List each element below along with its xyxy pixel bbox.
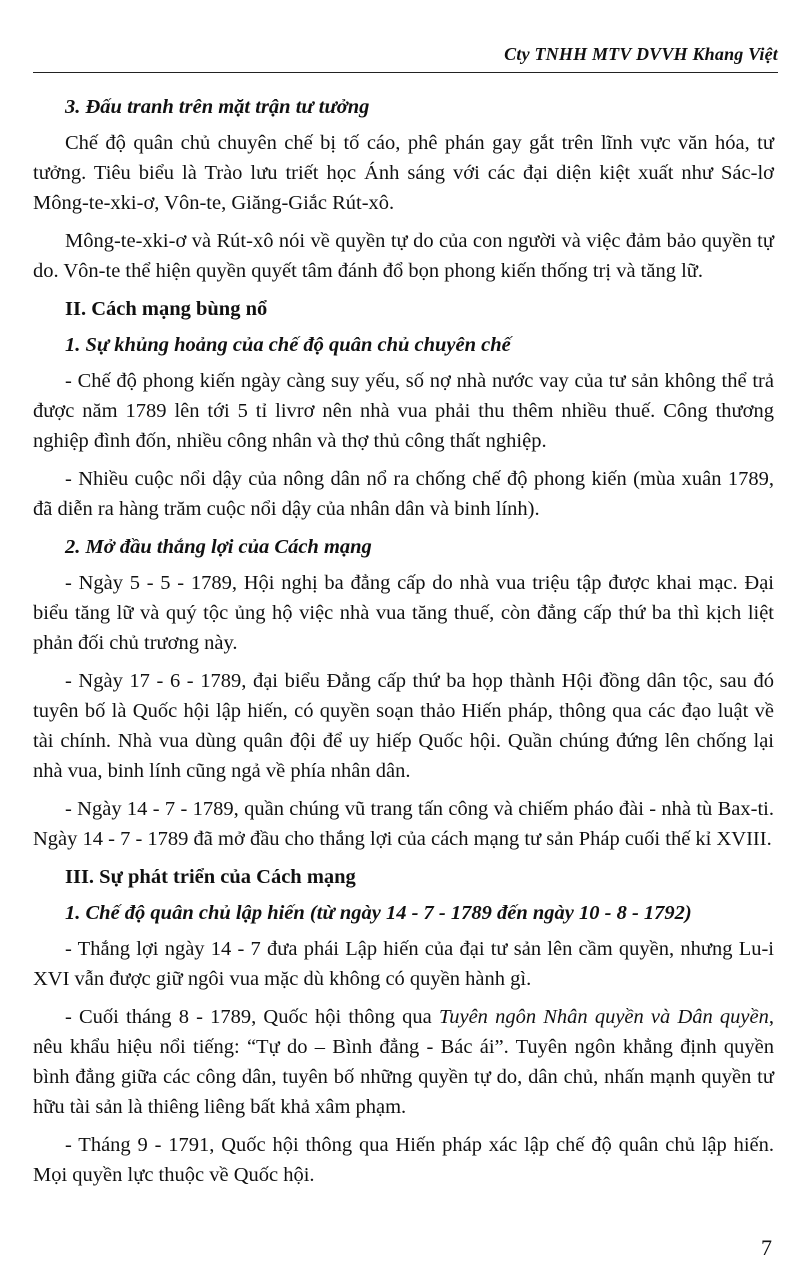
bullet-paragraph: - Chế độ phong kiến ngày càng suy yếu, số nợ nhà nước vay của tư sản không thể trả được năm 1789 lên tới 5 tỉ livrơ nên nhà vua phải thu thêm nhiều thuế. Công thương nghiệp đình đốn, nhiều công nhân và thợ thủ công thất nghiệp.	[33, 370, 774, 452]
chapter-heading-II: II. Cách mạng bùng nổ	[65, 298, 268, 320]
section-heading-II-1: 1. Sự khủng hoảng của chế độ quân chủ chuyên chế	[65, 334, 511, 356]
paragraph: Chế độ quân chủ chuyên chế bị tố cáo, phê phán gay gắt trên lĩnh vực văn hóa, tư tưởng. Tiêu biểu là Trào lưu triết học Ánh sáng với các đại diện kiệt xuất như Sác-lơ Mông-te-xki-ơ, Vôn-te, Giăng-Giắc Rút-xô.	[33, 132, 774, 214]
document-title-italic: Tuyên ngôn Nhân quyền và Dân quyền	[438, 1006, 769, 1028]
section-heading-3: 3. Đấu tranh trên mặt trận tư tưởng	[65, 96, 370, 118]
section-heading-II-2: 2. Mở đầu thắng lợi của Cách mạng	[65, 536, 372, 558]
chapter-heading-III: III. Sự phát triển của Cách mạng	[65, 866, 356, 888]
bullet-paragraph: - Thắng lợi ngày 14 - 7 đưa phái Lập hiến của đại tư sản lên cầm quyền, nhưng Lu-i XVI vẫn được giữ ngôi vua mặc dù không có quyền hành gì.	[33, 938, 774, 990]
page-number: 7	[761, 1235, 772, 1260]
publisher-name: Cty TNHH MTV DVVH Khang Việt	[504, 44, 778, 64]
bullet-paragraph: - Ngày 14 - 7 - 1789, quần chúng vũ trang tấn công và chiếm pháo đài - nhà tù Bax-ti. Ngày 14 - 7 - 1789 đã mở đầu cho thắng lợi của cách mạng tư sản Pháp cuối thế kỉ XVIII.	[33, 798, 774, 850]
text-run: - Cuối tháng 8 - 1789, Quốc hội thông qua	[65, 1006, 439, 1028]
paragraph: Mông-te-xki-ơ và Rút-xô nói về quyền tự do của con người và việc đảm bảo quyền tự do. Vôn-te thể hiện quyền quyết tâm đánh đổ bọn phong kiến thống trị và tăng lữ.	[33, 230, 774, 282]
running-header	[33, 44, 778, 73]
bullet-paragraph: - Tháng 9 - 1791, Quốc hội thông qua Hiến pháp xác lập chế độ quân chủ lập hiến. Mọi quyền lực thuộc về Quốc hội.	[33, 1134, 774, 1186]
text-run: , nêu khẩu hiệu nổi tiếng: “Tự do – Bình đẳng - Bác ái”. Tuyên ngôn khẳng định quyền bình đẳng giữa các công dân, tuyên bố những quyền tự do, dân chủ, nhấn mạnh quyền tư hữu tài sản là thiêng liêng bất khả xâm phạm.	[33, 1006, 774, 1118]
page-body	[33, 90, 774, 1198]
section-heading-III-1: 1. Chế độ quân chủ lập hiến (từ ngày 14 - 7 - 1789 đến ngày 10 - 8 - 1792)	[65, 902, 692, 924]
bullet-paragraph: - Ngày 5 - 5 - 1789, Hội nghị ba đẳng cấp do nhà vua triệu tập được khai mạc. Đại biểu tăng lữ và quý tộc ủng hộ việc nhà vua tăng thuế, còn đẳng cấp thứ ba thì kịch liệt phản đối chủ trương này.	[33, 572, 774, 654]
bullet-paragraph: - Nhiều cuộc nổi dậy của nông dân nổ ra chống chế độ phong kiến (mùa xuân 1789, đã diễn ra hàng trăm cuộc nổi dậy của nhân dân và binh lính).	[33, 468, 774, 520]
bullet-paragraph: - Ngày 17 - 6 - 1789, đại biểu Đẳng cấp thứ ba họp thành Hội đồng dân tộc, sau đó tuyên bố là Quốc hội lập hiến, có quyền soạn thảo Hiến pháp, thông qua các đạo luật về tài chính. Nhà vua dùng quân đội để uy hiếp Quốc hội. Quần chúng đứng lên chống lại nhà vua, binh lính cũng ngả về phía nhân dân.	[33, 670, 774, 782]
bullet-paragraph-declaration	[33, 1002, 774, 1122]
